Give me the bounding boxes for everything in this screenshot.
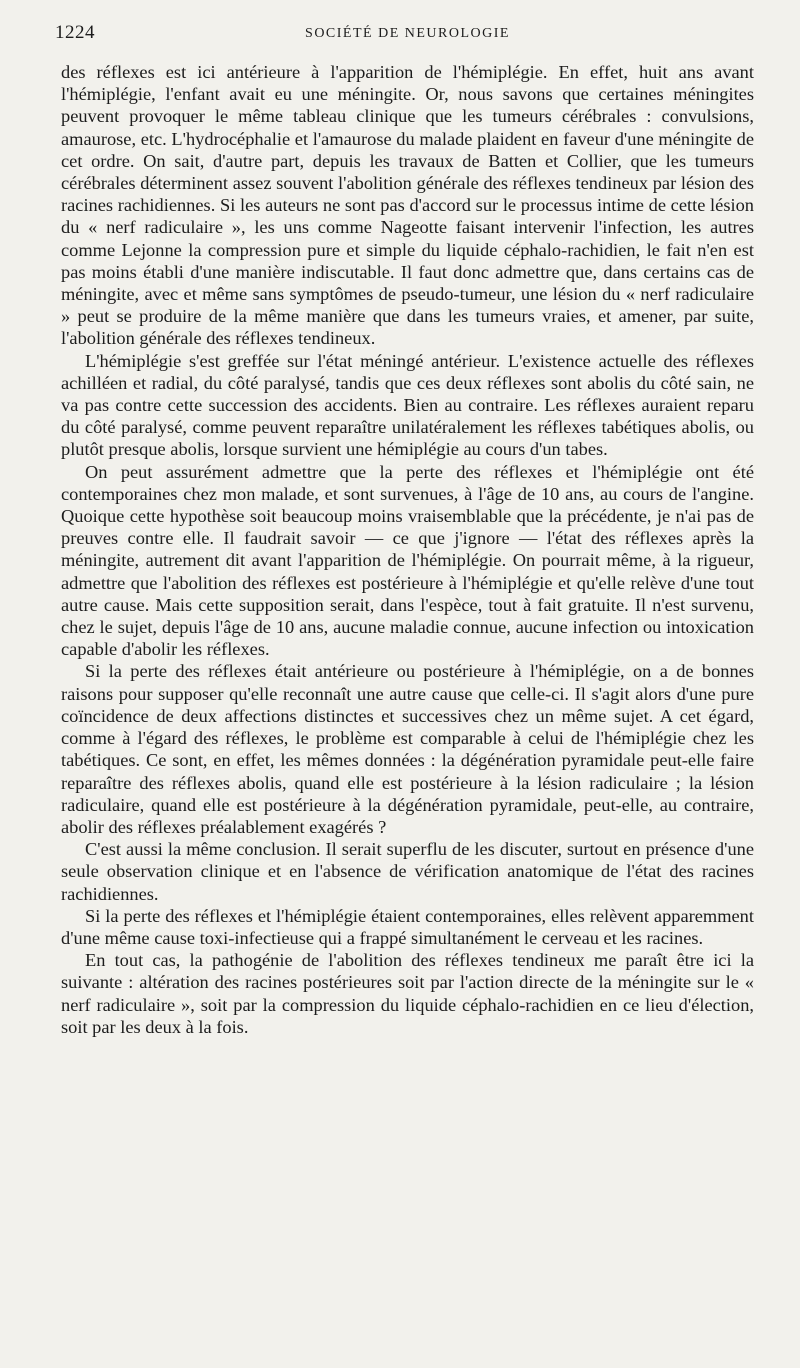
- running-head: SOCIÉTÉ DE NEUROLOGIE: [305, 26, 510, 41]
- paragraph: des réflexes est ici antérieure à l'apparition de l'hémiplégie. En effet, huit ans avant l'hémiplégie, l'enfant avait eu une méningite. Or, nous savons que certaines méningites peuvent provoquer le même tableau clinique que les tumeurs cérébrales : convulsions, amaurose, etc. L'hydrocéphalie et l'amaurose du malade plaident en faveur d'une méningite de cet ordre. On sait, d'autre part, depuis les travaux de Batten et Collier, que les tumeurs cérébrales déterminent assez souvent l'abolition générale des réflexes tendineux par lésion des racines rachidiennes. Si les auteurs ne sont pas d'accord sur le processus intime de cette lésion du « nerf radiculaire », les uns comme Nageotte faisant intervenir l'infection, les autres comme Lejonne la compression pure et simple du liquide céphalo-rachidien, le fait n'en est pas moins établi d'une manière indiscutable. Il faut donc admettre que, dans certains cas de méningite, avec et même sans symptômes de pseudo-tumeur, une lésion du « nerf radiculaire » peut se produire de la même manière que dans les tumeurs vraies, et amener, par suite, l'abolition générale des réflexes tendineux.: [61, 62, 754, 349]
- paragraph: Si la perte des réflexes et l'hémiplégie étaient contemporaines, elles relèvent apparemment d'une même cause toxi-infectieuse qui a frappé simultanément le cerveau et les racines.: [61, 905, 754, 948]
- paragraph: Si la perte des réflexes était antérieure ou postérieure à l'hémiplégie, on a de bonnes raisons pour supposer qu'elle reconnaît une autre cause que celle-ci. Il s'agit alors d'une pure coïncidence de deux affections distinctes et successives chez un même sujet. A cet égard, comme à l'égard des réflexes, le problème est comparable à celui de l'hémiplégie chez les tabétiques. Ce sont, en effet, les mêmes données : la dégénération pyramidale peut-elle faire reparaître des réflexes abolis, quand elle est postérieure à la lésion radiculaire ; la lésion radiculaire, quand elle est postérieure à la dégénération pyramidale, peut-elle, au contraire, abolir des réflexes préalablement exagérés ?: [61, 661, 754, 837]
- paragraph: C'est aussi la même conclusion. Il serait superflu de les discuter, surtout en présence d'une seule observation clinique et en l'absence de vérification anatomique de l'état des racines rachidiennes.: [61, 839, 754, 904]
- body-text: [61, 61, 754, 1038]
- paragraph: L'hémiplégie s'est greffée sur l'état méningé antérieur. L'existence actuelle des réflexes achilléen et radial, du côté paralysé, tandis que ces deux réflexes sont abolis du côté sain, ne va pas contre cette succession des accidents. Bien au contraire. Les réflexes auraient reparu du côté paralysé, comme peuvent reparaître unilatéralement les réflexes tabétiques abolis, ou plutôt presque abolis, lorsque survient une hémiplégie au cours d'un tabes.: [61, 350, 754, 460]
- page-header: [55, 22, 760, 48]
- page-number: 1224: [55, 22, 95, 43]
- paragraph: En tout cas, la pathogénie de l'abolition des réflexes tendineux me paraît être ici la suivante : altération des racines postérieures soit par l'action directe de la méningite sur le « nerf radiculaire », soit par la compression du liquide céphalo-rachidien en ce lieu d'élection, soit par les deux à la fois.: [61, 950, 754, 1037]
- paragraph: On peut assurément admettre que la perte des réflexes et l'hémiplégie ont été contemporaines chez mon malade, et sont survenues, à l'âge de 10 ans, au cours de l'angine. Quoique cette hypothèse soit beaucoup moins vraisemblable que la précédente, je n'ai pas de preuves contre elle. Il faudrait savoir — ce que j'ignore — l'état des réflexes après la méningite, autrement dit avant l'apparition de l'hémiplégie. On pourrait même, à la rigueur, admettre que l'abolition des réflexes est postérieure à l'hémiplégie et qu'elle relève d'une tout autre cause. Mais cette supposition serait, dans l'espèce, tout à fait gratuite. Il n'est survenu, chez le sujet, depuis l'âge de 10 ans, aucune maladie connue, aucune infection ou intoxication capable d'abolir les réflexes.: [61, 461, 754, 660]
